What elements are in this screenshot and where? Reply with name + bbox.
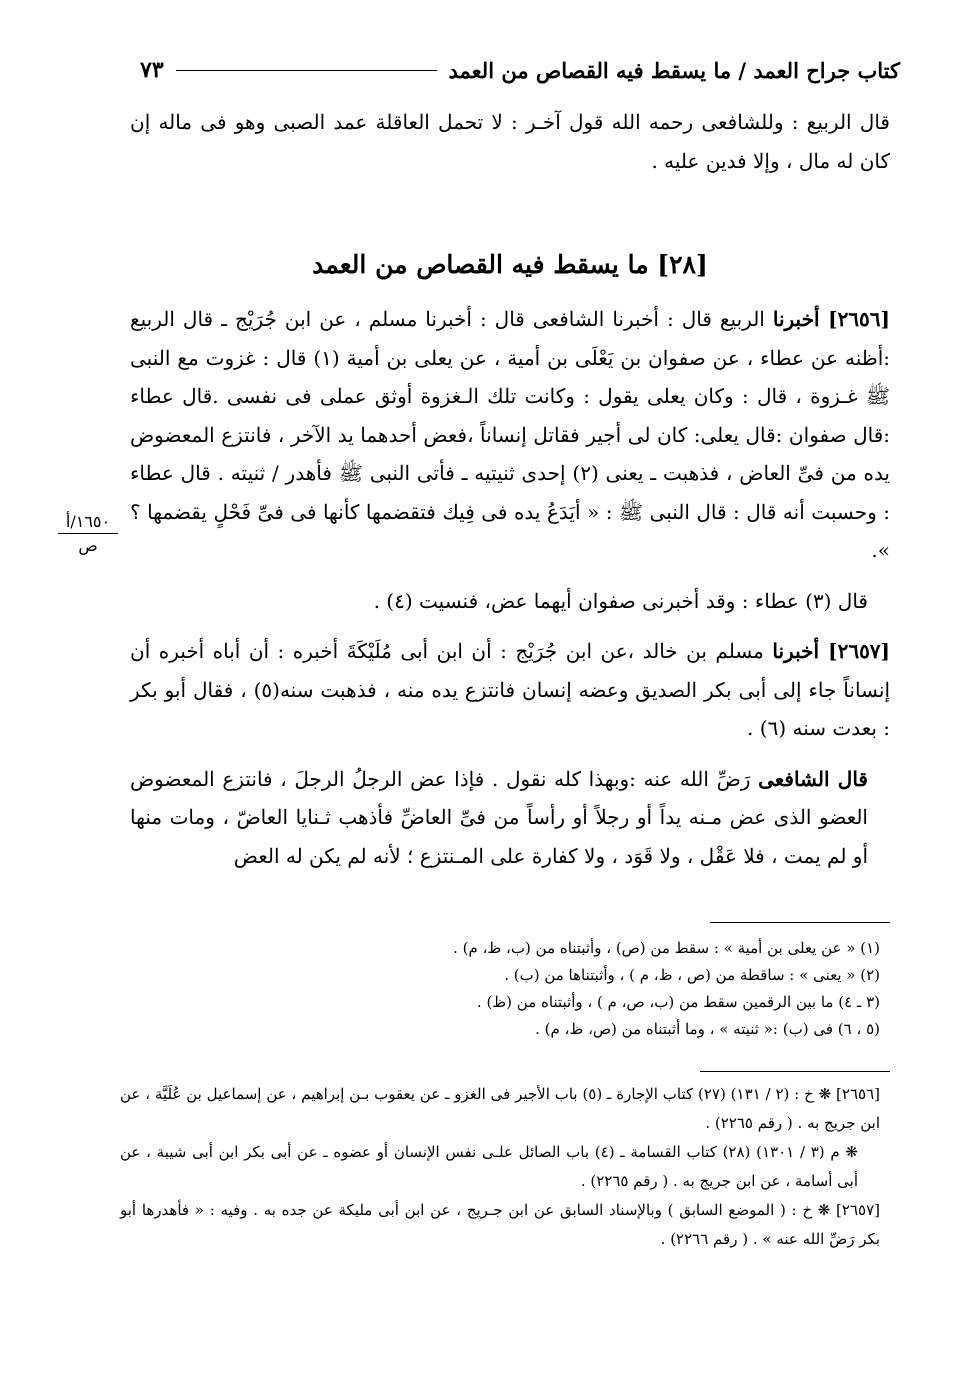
page-number: ٧٣ <box>140 57 164 83</box>
paragraph-body: رَضِّ الله عنه :وبهذا كله نقول . فإذا عض الرجلُ الرجلَ ، فانتزع المعضوض العضو الذى عض مـنه يداً أو رجلاً أو رأساً من فىِّ العاضِّ فأذهب ثـنايا العاضّ ، ومات منها أو لم يمت ، فلا عَقْل ، ولا قَوَد ، ولا كفارة على المـنتزع ؛ لأنه لم يكن له العض <box>130 766 868 868</box>
references <box>120 1080 880 1254</box>
intro-paragraph <box>130 103 890 180</box>
footnote-item: (٥ ، ٦) فى (ب) :« ثنيته » ، وما أثبتناه من (ص، ظ، م) . <box>535 1020 880 1038</box>
paragraph-lead: [٢٦٥٦] أخبرنا <box>772 307 890 331</box>
reference-item: ❋ م (٣ / ١٣٠١) (٢٨) كتاب القسامة ـ (٤) باب الصائل علـى نفس الإنسان أو عضوه ـ عن أبى بكر ابن أبى شيبة ، عن أبى أسامة ، عن ابن جريج به . ( رقم ٢٢٦٥) . <box>120 1143 858 1190</box>
reference-item: [٢٦٥٧] ❋ خ : ( الموضع السابق ) وبالإسناد السابق عن ابن جـريج ، عن ابن أبى مليكة عن جده به . وفيه : « فأهدرها أبو بكر رَضِّ الله عنه » . ( رقم ٢٢٦٦) . <box>120 1201 880 1248</box>
folio-number: ١٦٥٠/أ <box>58 512 118 534</box>
running-header <box>140 50 900 90</box>
paragraph-2656 <box>130 300 890 570</box>
main-text <box>130 300 890 875</box>
margin-folio-note <box>58 512 118 555</box>
paragraph-body: الربيع قال : أخبرنا الشافعى قال : أخبرنا مسلم ، عن ابن جُرَيْج ـ قال الربيع :أظنه عن عطاء ، عن صفوان بن يَعْلَى بن أمية ، عن يعلى بن أمية (١) قال : غزوت مع النبى ﷺ غـزوة ، قال : وكان يعلى يقول : وكانت تلك الـغزوة أوثق عملى فى نفسى .قال عطاء :قال صفوان :قال يعلى: كان لى أجير فقاتل إنساناً ،فعض أحدهما يد الآخر ، فانتزع المعضوض يده من فىِّ العاض ، فذهبت ـ يعنى (٢) إحدى ثنيتيه ـ فأتى النبى ﷺ فأهدر / ثنيته . قال عطاء : وحسبت أنه قال : قال النبى ﷺ : « أيَدَعُ يده فى فِيك فتقضمها كأنها فى فىِّ فَحْلٍ يقضمها ؟ ». <box>130 307 891 562</box>
paragraph-body: مسلم بن خالد ،عن ابن جُرَيْج : أن ابن أبى مُلَيْكَةَ أخبره : أن أباه أخبره أن إنساناً جاء إلى أبى بكر الصديق وعضه إنسان فانتزع يده منه ، فذهبت سنه(٥) ، فقال أبو بكر : بعدت سنه (٦) . <box>130 639 891 740</box>
paragraph-lead: قال الشافعى <box>758 766 868 791</box>
section-title: [٢٨] ما يسقط فيه القصاص من العمد <box>312 250 708 279</box>
header-rule <box>176 70 437 71</box>
footnote-divider <box>710 922 890 923</box>
footnote-item: (٣ ـ ٤) ما بين الرقمين سقط من (ب، ص، م ) ، وأثبتناه من (ظ) . <box>476 993 880 1011</box>
running-title: كتاب جراح العمد / ما يسقط فيه القصاص من العمد <box>448 57 900 83</box>
paragraph-lead: [٢٦٥٧] أخبرنا <box>772 639 891 663</box>
paragraph-2657 <box>130 632 890 748</box>
paragraph-body: قال (٣) عطاء : وقد أخبرنى صفوان أيهما عض، فنسيت (٤) . <box>373 588 868 613</box>
reference-divider <box>700 1071 890 1072</box>
intro-text: قال الربيع : وللشافعى رحمه الله قول آخـر : لا تحمل العاقلة عمد الصبى وهو فى ماله إن كان له مال ، وإلا فدين عليه . <box>130 110 890 173</box>
manuscript-siglum: ص <box>78 536 98 555</box>
paragraph-shafii <box>130 760 890 876</box>
footnotes <box>140 935 880 1043</box>
paragraph-ata <box>130 582 890 621</box>
reference-item: [٢٦٥٦] ❋ خ : (٢ / ١٣١) (٢٧) كتاب الإجارة ـ (٥) باب الأجير فى الغزو ـ عن يعقوب بـن إبراهيم ، عن إسماعيل بن عُلَيَّة ، عن ابن جريج به . ( رقم ٢٢٦٥) . <box>120 1085 880 1132</box>
footnote-item: (١) « عن يعلى بن أمية » : سقط من (ص) ، وأثبتناه من (ب، ظ، م) . <box>453 939 880 957</box>
footnote-item: (٢) « يعنى » : ساقطة من (ص ، ظ، م ) ، وأثبتناها من (ب) . <box>504 966 880 984</box>
